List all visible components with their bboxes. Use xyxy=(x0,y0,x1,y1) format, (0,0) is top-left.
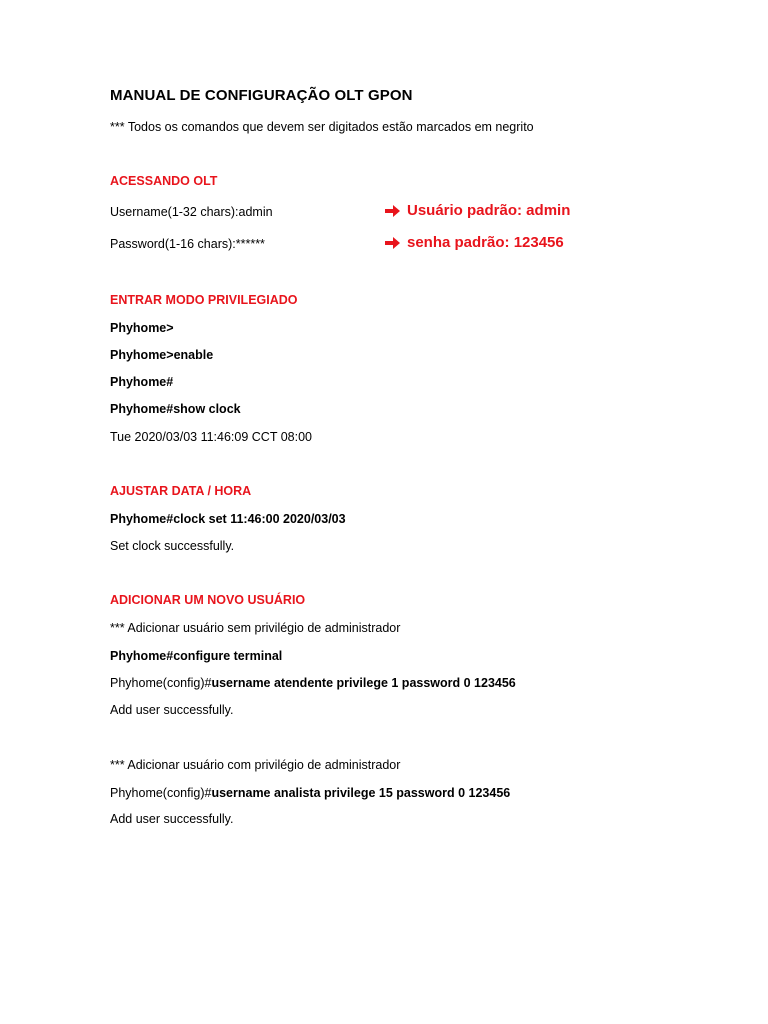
command-text: clock set 11:46:00 2020/03/03 xyxy=(173,512,346,526)
add-user-output: Add user successfully. xyxy=(110,703,234,717)
prompt-text: Phyhome# xyxy=(110,402,174,416)
command-text: username atendente privilege 1 password 0 123456 xyxy=(211,676,516,690)
note-default-password xyxy=(385,234,564,252)
username-line: Username(1-32 chars):admin xyxy=(110,205,273,219)
comment-line-admin: *** Adicionar usuário com privilégio de administrador xyxy=(110,758,401,772)
command-line-show-clock xyxy=(110,401,241,417)
comment-line-no-admin: *** Adicionar usuário sem privilégio de administrador xyxy=(110,621,401,635)
prompt-text: Phyhome> xyxy=(110,348,174,362)
section-heading-usuario: ADICIONAR UM NOVO USUÁRIO xyxy=(110,593,306,607)
prompt-text: Phyhome(config)# xyxy=(110,786,212,800)
prompt-text: Phyhome# xyxy=(110,512,174,526)
command-line-clock-set xyxy=(110,511,346,527)
command-line-configure xyxy=(110,648,282,664)
command-text: configure terminal xyxy=(173,649,283,663)
right-arrow-icon xyxy=(385,204,401,218)
intro-text: *** Todos os comandos que devem ser digitados estão marcados em negrito xyxy=(110,120,534,134)
command-line-add-atendente xyxy=(110,675,516,691)
note-default-password-text: senha padrão: 123456 xyxy=(407,234,564,251)
clock-set-output: Set clock successfully. xyxy=(110,539,235,553)
right-arrow-icon xyxy=(385,236,401,250)
command-text: username analista privilege 15 password 0 123456 xyxy=(211,786,511,800)
note-default-user xyxy=(385,202,570,220)
add-user-output: Add user successfully. xyxy=(110,812,234,826)
password-line: Password(1-16 chars):****** xyxy=(110,237,265,251)
command-line-add-analista xyxy=(110,785,510,801)
prompt-line: Phyhome> xyxy=(110,321,174,335)
section-heading-privilegiado: ENTRAR MODO PRIVILEGIADO xyxy=(110,293,298,307)
prompt-line-privileged: Phyhome# xyxy=(110,375,174,389)
clock-output: Tue 2020/03/03 11:46:09 CCT 08:00 xyxy=(110,430,313,444)
prompt-text: Phyhome# xyxy=(110,649,174,663)
prompt-text: Phyhome(config)# xyxy=(110,676,212,690)
command-text: enable xyxy=(173,348,214,362)
note-default-user-text: Usuário padrão: admin xyxy=(407,202,571,219)
page-title: MANUAL DE CONFIGURAÇÃO OLT GPON xyxy=(110,87,413,104)
section-heading-acessando: ACESSANDO OLT xyxy=(110,174,218,188)
command-text: show clock xyxy=(173,402,241,416)
command-line-enable xyxy=(110,347,213,363)
section-heading-data-hora: AJUSTAR DATA / HORA xyxy=(110,484,252,498)
